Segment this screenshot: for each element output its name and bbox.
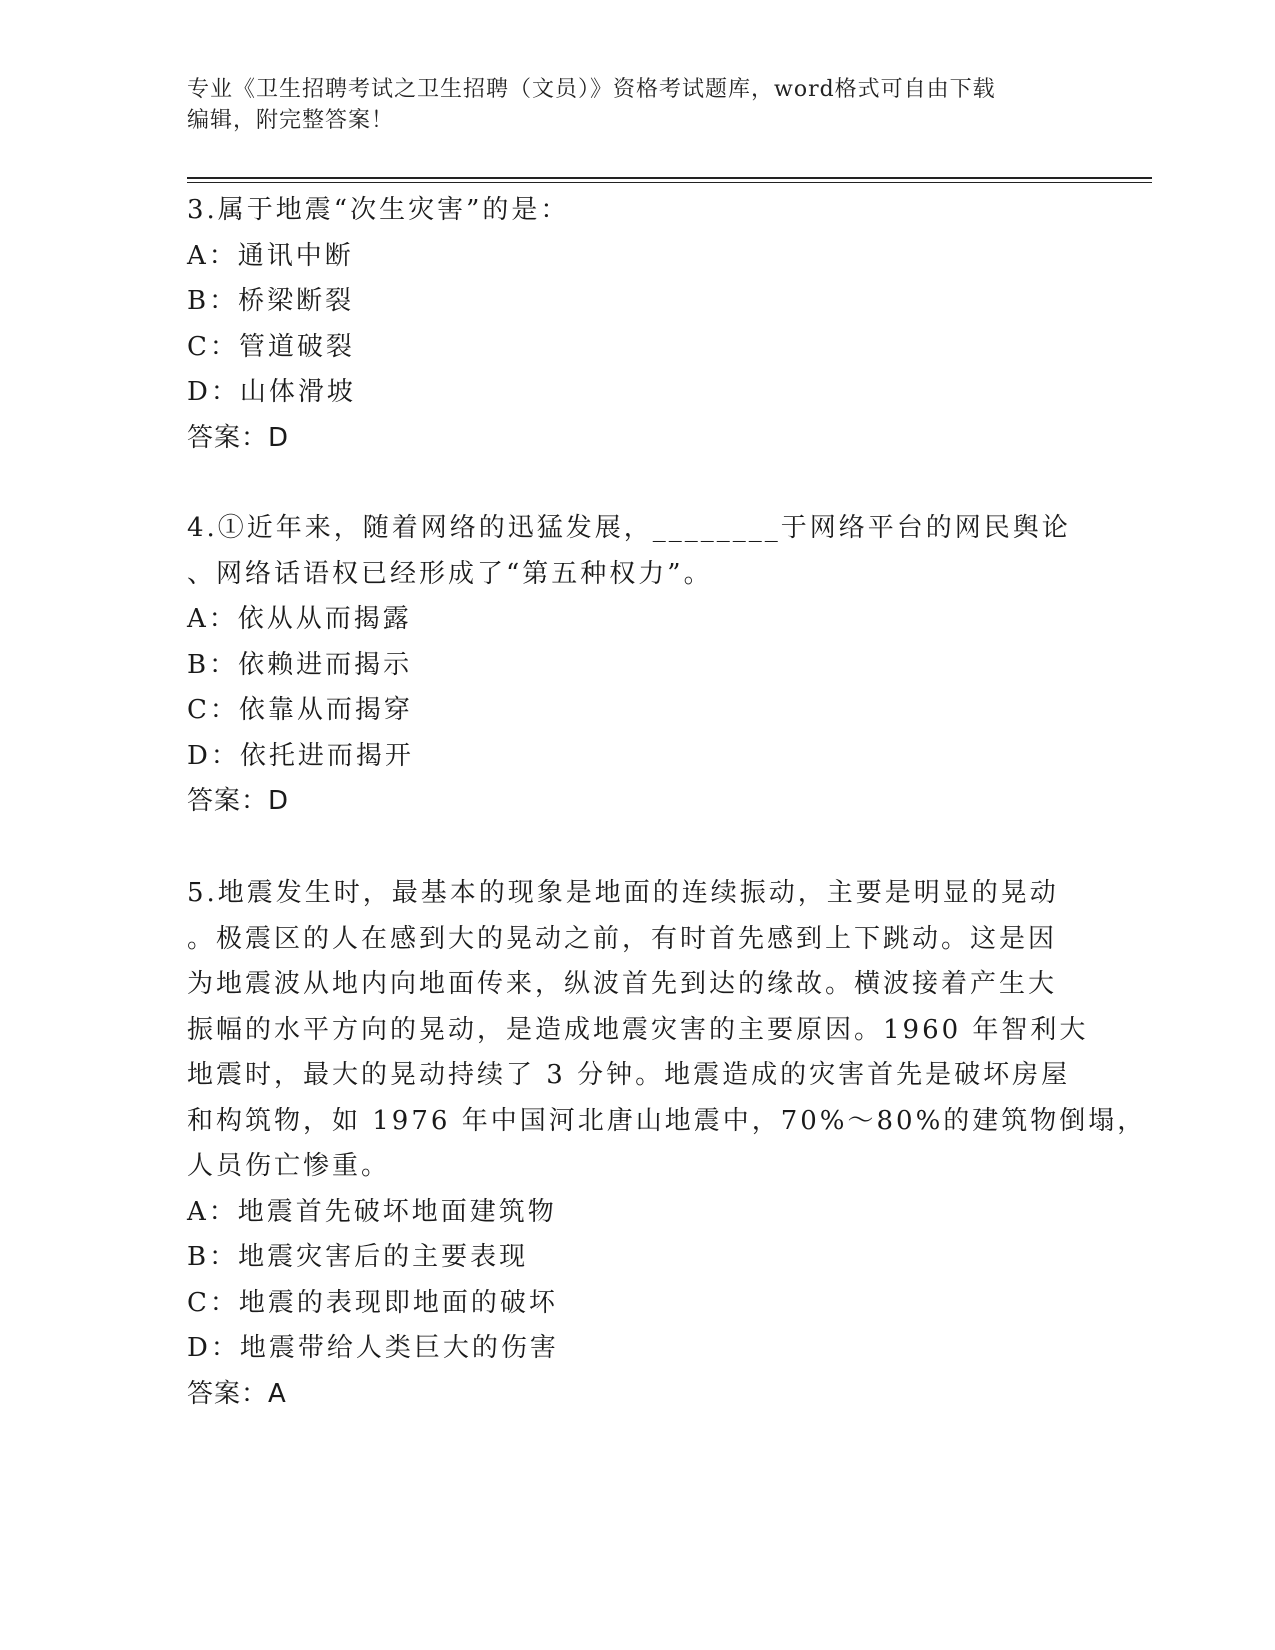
option-a: A：依从从而揭露 (187, 604, 412, 634)
document-header (187, 74, 1087, 136)
option-c: C：管道破裂 (187, 331, 355, 362)
question-stem-line: 为地震波从地内向地面传来，纵波首先到达的缘故。横波接着产生大 (187, 969, 1058, 999)
question-stem-line: 人员伤亡惨重。 (187, 1151, 391, 1181)
header-line-1: 专业《卫生招聘考试之卫生招聘（文员）》资格考试题库，word格式可自由下载 (187, 77, 996, 102)
answer-line: 答案：D (187, 422, 290, 453)
question-stem-line: 5.地震发生时，最基本的现象是地面的连续振动，主要是明显的晃动 (187, 878, 1059, 908)
answer-line: 答案：D (187, 786, 290, 816)
option-c: C：依靠从而揭穿 (187, 695, 413, 725)
question-stem-line: 4.①近年来，随着网络的迅猛发展，________于网络平台的网民舆论 (187, 513, 1071, 543)
question-3 (187, 188, 1067, 461)
option-d: D：山体滑坡 (187, 377, 356, 407)
option-d: D：地震带给人类巨大的伤害 (187, 1333, 559, 1363)
header-divider-thin (187, 182, 1152, 183)
question-stem-line: 地震时，最大的晃动持续了 3 分钟。地震造成的灾害首先是破坏房屋 (187, 1060, 1071, 1090)
option-d: D：依托进而揭开 (187, 740, 414, 771)
question-stem-line: 振幅的水平方向的晃动，是造成地震灾害的主要原因。1960 年智利大 (187, 1014, 1089, 1045)
question-stem-line: 。极震区的人在感到大的晃动之前，有时首先感到上下跳动。这是因 (187, 923, 1058, 954)
question-stem-line: 3.属于地震“次生灾害”的是： (187, 195, 570, 225)
option-a: A：地震首先破坏地面建筑物 (187, 1196, 557, 1227)
question-stem-line: 、网络话语权已经形成了“第五种权力”。 (187, 558, 713, 589)
option-a: A：通讯中断 (187, 240, 354, 271)
header-line-2: 编辑，附完整答案！ (187, 108, 395, 133)
answer-line: 答案：A (187, 1378, 287, 1409)
option-b: B：依赖进而揭示 (187, 649, 413, 680)
option-b: B：桥梁断裂 (187, 286, 355, 316)
option-c: C：地震的表现即地面的破坏 (187, 1287, 558, 1318)
question-stem-line: 和构筑物，如 1976 年中国河北唐山地震中，70%～80%的建筑物倒塌， (187, 1105, 1147, 1136)
question-5 (187, 871, 1147, 1417)
question-4 (187, 506, 1071, 825)
header-divider-thick (187, 177, 1152, 179)
option-b: B：地震灾害后的主要表现 (187, 1242, 529, 1272)
